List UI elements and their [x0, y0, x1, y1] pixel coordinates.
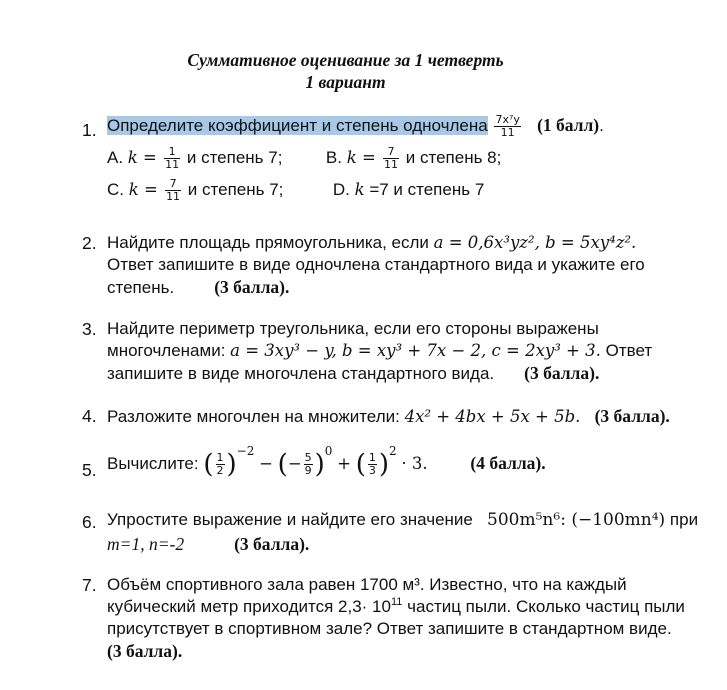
task-1-options-cd: C. k = $\frac{7}{11}$ и степень 7; D. k =7 и степень 7 [107, 177, 485, 203]
task-6-line-1: Упростите выражение и найдите его значение 500m⁵n⁶: (−100mn⁴) при [107, 510, 699, 530]
task-4-line: Разложите многочлен на множители: 4x² + 4bx + 5x + 5b. (3 балла). [107, 406, 670, 426]
document-title: Суммативное оценивание за 1 четверть [187, 50, 504, 70]
task-6-line-2: m=1, n=-2 (3 балла). [107, 534, 310, 554]
task-2-line-1: Найдите площадь прямоугольника, если a = 0,6x³yz², b = 5xy⁴z². [107, 233, 637, 252]
task-number: 4. [82, 406, 97, 426]
task-number: 6. [82, 512, 97, 532]
task-7-line-1: Объём спортивного зала равен 1700 м³. Известно, что на каждый [107, 575, 627, 594]
task-7-line-2: кубический метр приходится $2,3\cdot 10^{11}$ частиц пыли. Сколько частиц пыли [107, 596, 685, 616]
task-number: 3. [82, 319, 97, 339]
task-number: 1. [82, 120, 97, 140]
task-3-line-1: Найдите периметр треугольника, если его стороны выражены [107, 319, 599, 338]
highlighted-text: Определите коэффициент и степень одночлена [107, 115, 488, 135]
task-2-line-2: Ответ запишите в виде одночлена стандартного вида и укажите его [107, 255, 645, 274]
task-7-line-3: присутствует в спортивном зале? Ответ запишите в стандартном виде. [107, 619, 672, 638]
task-number: 2. [82, 233, 97, 253]
task-5-line: Вычислите: ( $\frac{1}{2}$ )$^{-2}$ − (− $\frac{5}{9}$ )$^0$ + ( $\frac{1}{3}$ )$^2$ · 3. (4 балла). [107, 444, 546, 480]
task-points: (1 балл) [537, 114, 600, 135]
monomial-fraction: $\frac{\text{7x⁷y}}{11}$ [495, 113, 520, 139]
task-2-line-3: степень. (3 балла). [107, 277, 290, 297]
task-3-line-2: многочленами: a = 3xy³ − y, b = xy³ + 7x − 2, c = 2xy³ + 3. Ответ [107, 341, 653, 360]
task-1-options-ab: A. k = $\frac{1}{11}$ и степень 7; B. k = $\frac{7}{11}$ и степень 8; [107, 145, 502, 171]
variant-label: 1 вариант [305, 72, 386, 92]
task-3-line-3: запишите в виде многочлена стандартного вида. (3 балла). [107, 363, 600, 383]
task-7-line-4: (3 балла). [107, 641, 183, 661]
task-number: 5. [82, 460, 97, 480]
task-number: 7. [82, 575, 97, 595]
task-1-question: Определите коэффициент и степень одночлена $\frac{\text{7x⁷y}}{11}$ (1 балл). [107, 113, 604, 139]
